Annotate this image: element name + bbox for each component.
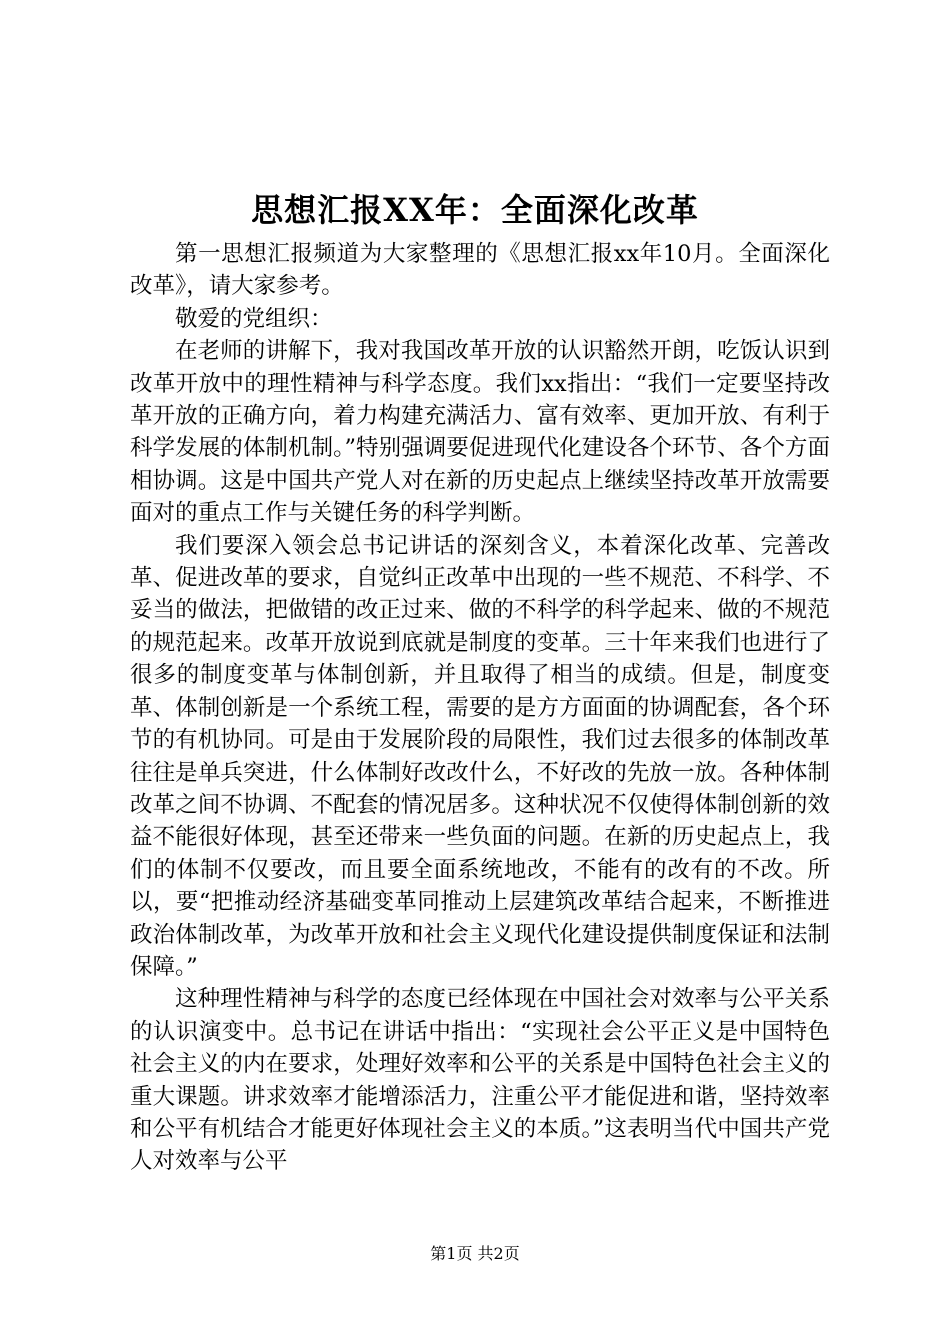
document-title: 思想汇报XX年：全面深化改革 [251, 191, 699, 229]
body-paragraph-1: 在老师的讲解下，我对我国改革开放的认识豁然开朗，吃饭认识到改革开放中的理性精神与科学态度。我们xx指出：“我们一定要坚持改革开放的正确方向，着力构建充满活力、富有效率、更加开放、有利于科学发展的体制机制。”特别强调要促进现代化建设各个环节、各个方面相协调。这是中国共产党人对在新的历史起点上继续坚持改革开放需要面对的重点工作与关键任务的科学判断。 [130, 338, 830, 527]
page-number-footer: 第1页 共2页 [430, 1244, 520, 1263]
salutation: 敬爱的党组织： [175, 305, 333, 332]
body-paragraph-3: 这种理性精神与科学的态度已经体现在中国社会对效率与公平关系的认识演变中。总书记在讲话中指出：“实现社会公平正义是中国特色社会主义的内在要求，处理好效率和公平的关系是中国特色社会主义的重大课题。讲求效率才能增添活力，注重公平才能促进和谐，坚持效率和公平有机结合才能更好体现社会主义的本质。”这表明当代中国共产党人对效率与公平 [130, 986, 830, 1175]
body-paragraph-2: 我们要深入领会总书记讲话的深刻含义，本着深化改革、完善改革、促进改革的要求，自觉纠正改革中出现的一些不规范、不科学、不妥当的做法，把做错的改正过来、做的不科学的科学起来、做的不规范的规范起来。改革开放说到底就是制度的变革。三十年来我们也进行了很多的制度变革与体制创新，并且取得了相当的成绩。但是，制度变革、体制创新是一个系统工程，需要的是方方面面的协调配套，各个环节的有机协同。可是由于发展阶段的局限性，我们过去很多的体制改革往往是单兵突进，什么体制好改改什么，不好改的先放一放。各种体制改革之间不协调、不配套的情况居多。这种状况不仅使得体制创新的效益不能很好体现，甚至还带来一些负面的问题。在新的历史起点上，我们的体制不仅要改，而且要全面系统地改，不能有的改有的不改。所以，要“把推动经济基础变革同推动上层建筑改革结合起来，不断推进政治体制改革，为改革开放和社会主义现代化建设提供制度保证和法制保障。” [130, 532, 830, 980]
intro-paragraph: 第一思想汇报频道为大家整理的《思想汇报xx年10月。全面深化改革》，请大家参考。 [130, 241, 830, 300]
document-body [130, 238, 830, 1178]
